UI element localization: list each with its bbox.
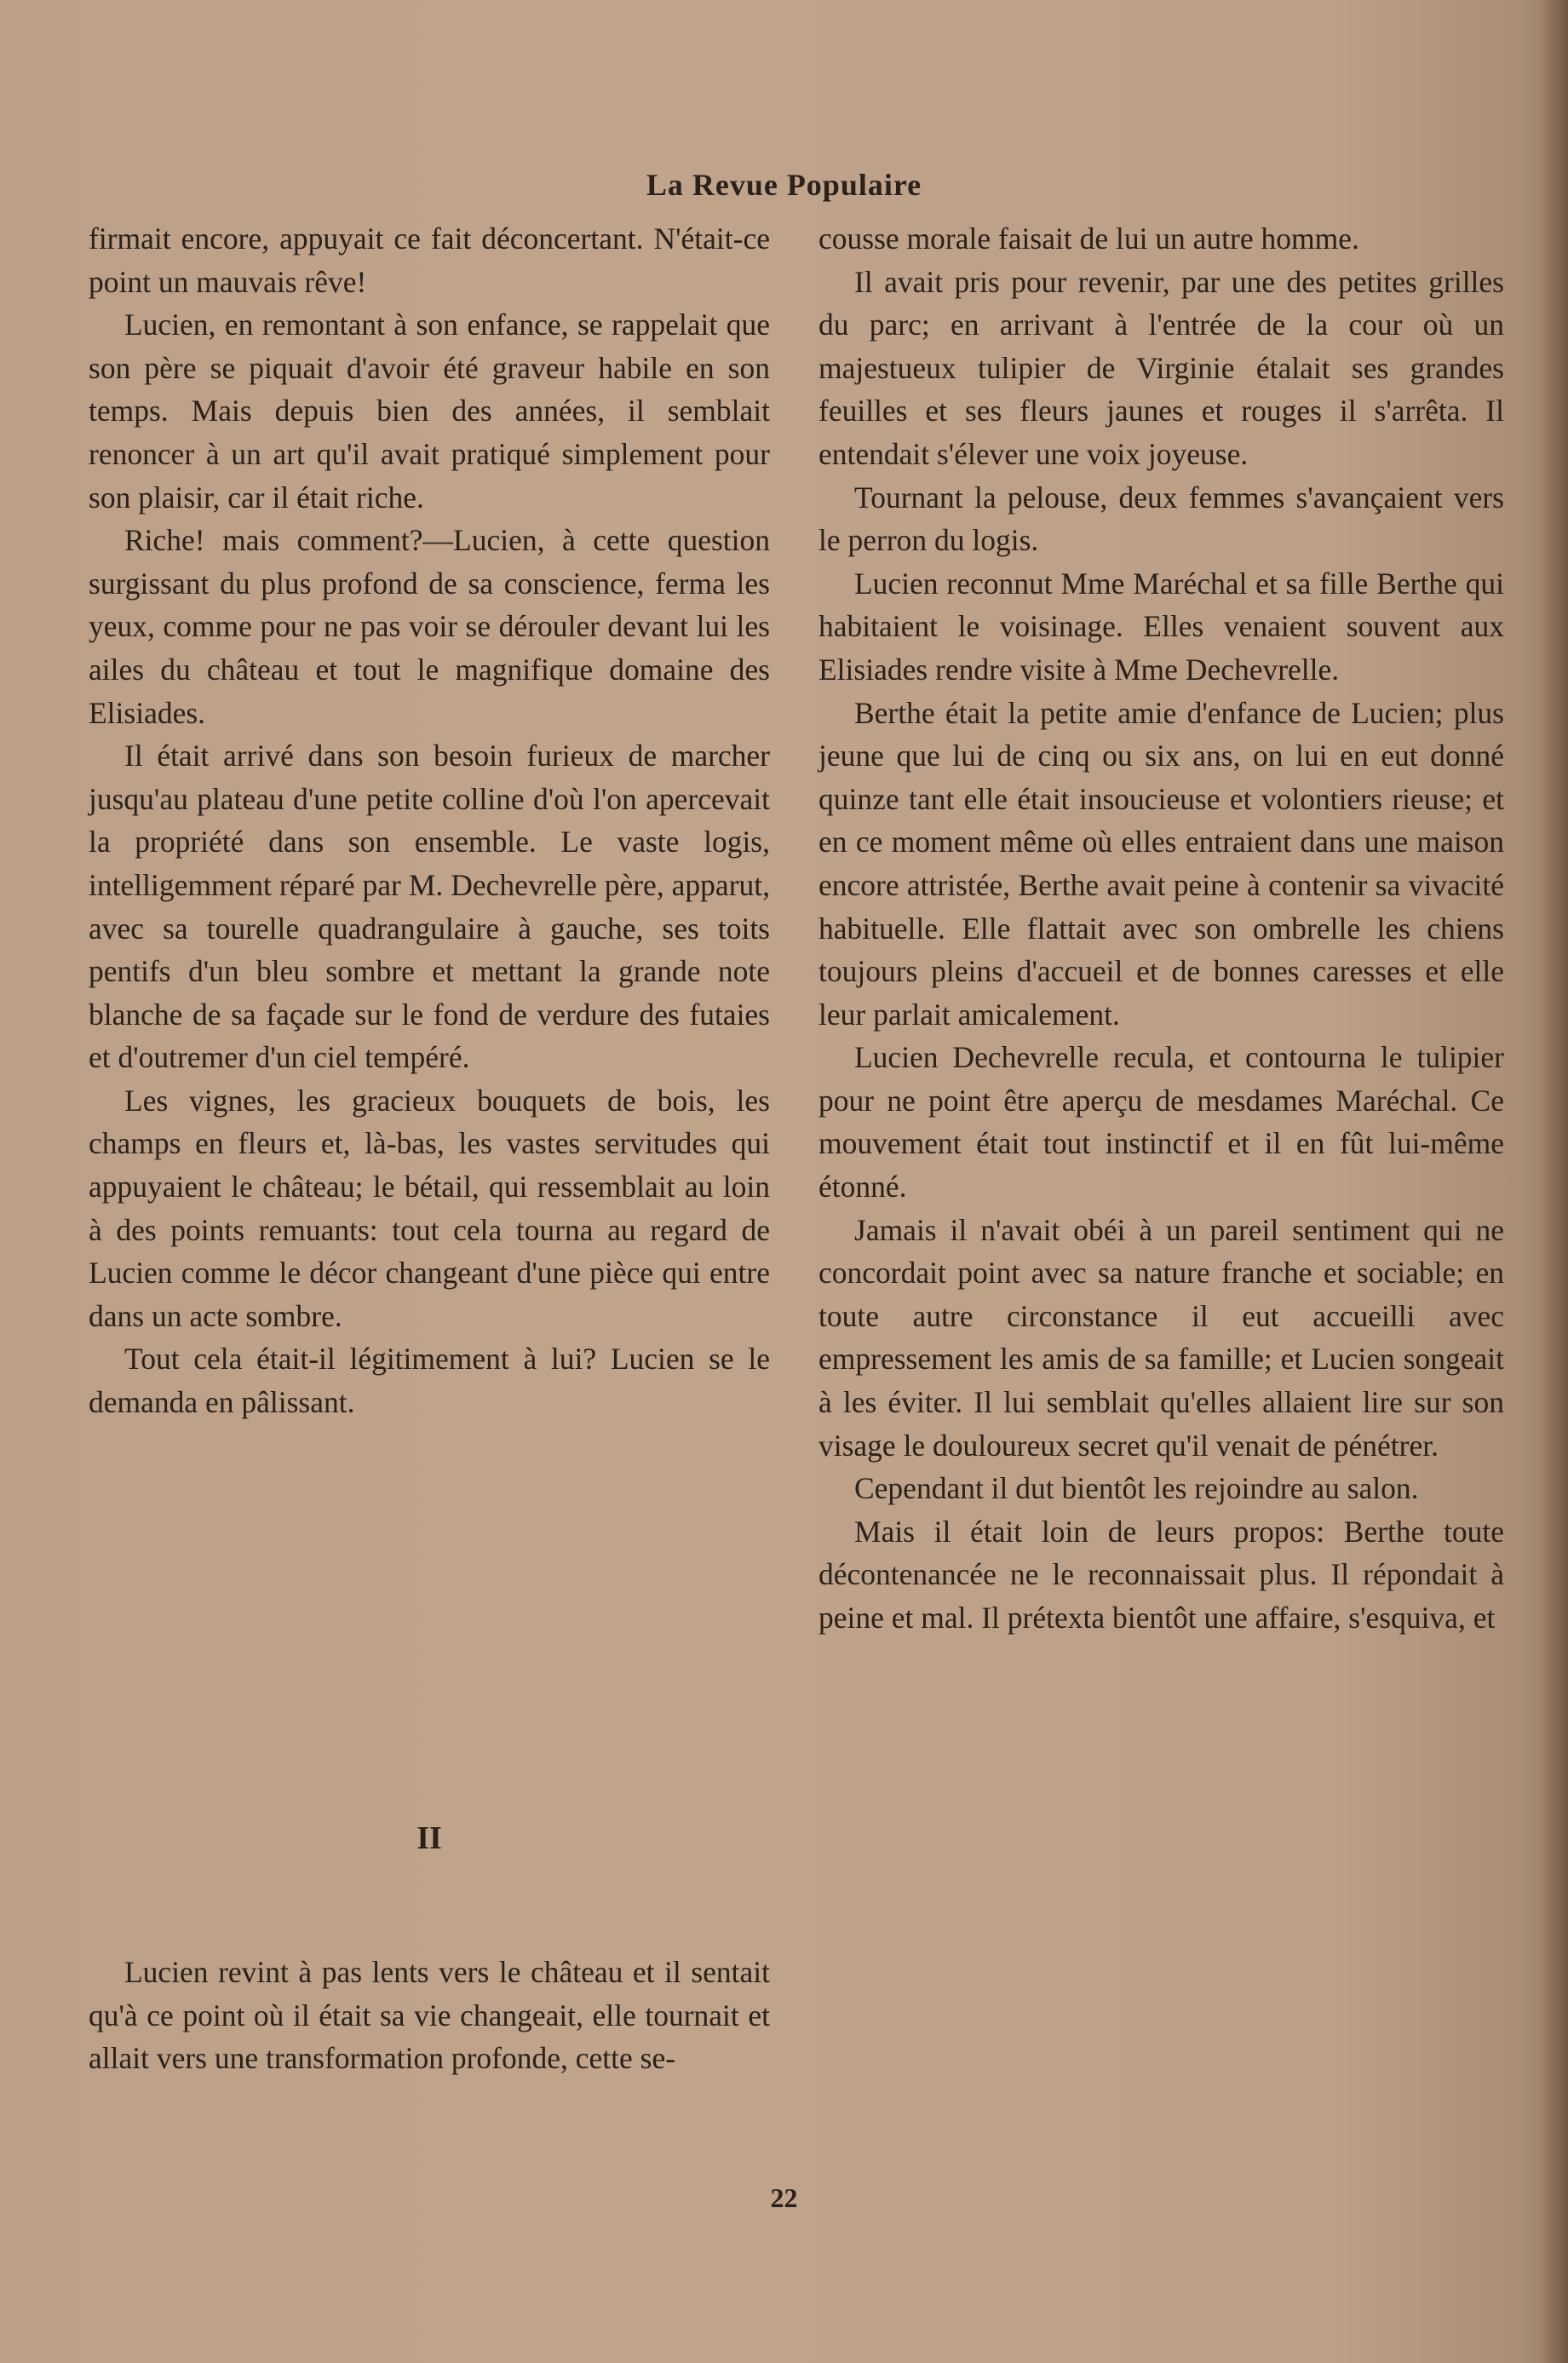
page-edge	[1536, 0, 1568, 2363]
paragraph: cousse morale faisait de lui un autre homme.	[818, 221, 1359, 256]
paragraph: firmait encore, appuyait ce fait déconcertant. N'était-ce point un mauvais rêve!	[89, 221, 770, 299]
paragraph: Tout cela était-il légitimement à lui? Lucien se le demanda en pâlissant.	[89, 1342, 770, 1420]
section-heading: II	[416, 1820, 442, 1856]
page-number: 22	[770, 2182, 798, 2213]
left-column-section-text	[89, 1951, 770, 2080]
paragraph: Riche! mais comment?—Lucien, à cette question surgissant du plus profond de sa conscience, ferma les yeux, comme pour ne pas voir se dérouler devant lui les ailes du château et tout le magnifique domaine des Elisiades.	[89, 523, 770, 730]
right-column	[818, 217, 1504, 1640]
running-header: La Revue Populaire	[646, 168, 922, 202]
paragraph: Tournant la pelouse, deux femmes s'avançaient vers le perron du logis.	[818, 480, 1504, 558]
left-column	[89, 217, 770, 1424]
paragraph: Cependant il dut bientôt les rejoindre au salon.	[854, 1471, 1419, 1506]
paragraph: Il était arrivé dans son besoin furieux de marcher jusqu'au plateau d'une petite colline d'où l'on apercevait la propriété dans son ensemble. Le vaste logis, intelligemment réparé par M. Dechevrelle père, apparut, avec sa tourelle quadrangulaire à gauche, ses toits pentifs d'un bleu sombre et mettant la grande note blanche de sa façade sur le fond de verdure des futaies et d'outremer d'un ciel tempéré.	[89, 739, 770, 1075]
paragraph: Lucien reconnut Mme Maréchal et sa fille Berthe qui habitaient le voisinage. Elles venaient souvent aux Elisiades rendre visite à Mme Dechevrelle.	[818, 566, 1504, 687]
paragraph: Jamais il n'avait obéi à un pareil sentiment qui ne concordait point avec sa nature franche et sociable; en toute autre circonstance il eut accueilli avec empressement les amis de sa famille; et Lucien songeait à les éviter. Il lui semblait qu'elles allaient lire sur son visage le douloureux secret qu'il venait de pénétrer.	[818, 1212, 1504, 1463]
paragraph: Mais il était loin de leurs propos: Berthe toute décontenancée ne le reconnaissait plus. Il répondait à peine et mal. Il prétexta bientôt une affaire, s'esquiva, et	[818, 1514, 1504, 1635]
paragraph: Berthe était la petite amie d'enfance de Lucien; plus jeune que lui de cinq ou six ans, on lui en eut donné quinze tant elle était insoucieuse et volontiers rieuse; et en ce moment même où elles entraient dans une maison encore attristée, Berthe avait peine à contenir sa vivacité habituelle. Elle flattait avec son ombrelle les chiens toujours pleins d'accueil et de bonnes caresses et elle leur parlait amicalement.	[818, 695, 1504, 1032]
paragraph: Les vignes, les gracieux bouquets de bois, les champs en fleurs et, là-bas, les vastes servitudes qui appuyaient le château; le bétail, qui ressemblait au loin à des points remuants: tout cela tourna au regard de Lucien comme le décor changeant d'une pièce qui entre dans un acte sombre.	[89, 1083, 770, 1333]
paragraph: Il avait pris pour revenir, par une des petites grilles du parc; en arrivant à l'entrée de la cour où un majestueux tulipier de Virginie étalait ses grandes feuilles et ses fleurs jaunes et rouges il s'arrêta. Il entendait s'élever une voix joyeuse.	[818, 264, 1504, 471]
paragraph: Lucien revint à pas lents vers le château et il sentait qu'à ce point où il était sa vie changeait, elle tournait et allait vers une transformation profonde, cette se-	[89, 1955, 770, 2076]
paragraph: Lucien, en remontant à son enfance, se rappelait que son père se piquait d'avoir été graveur habile en son temps. Mais depuis bien des années, il semblait renoncer à un art qu'il avait pratiqué simplement pour son plaisir, car il était riche.	[89, 308, 770, 515]
paragraph: Lucien Dechevrelle recula, et contourna le tulipier pour ne point être aperçu de mesdames Maréchal. Ce mouvement était tout instinctif et il en fût lui-même étonné.	[818, 1040, 1504, 1204]
